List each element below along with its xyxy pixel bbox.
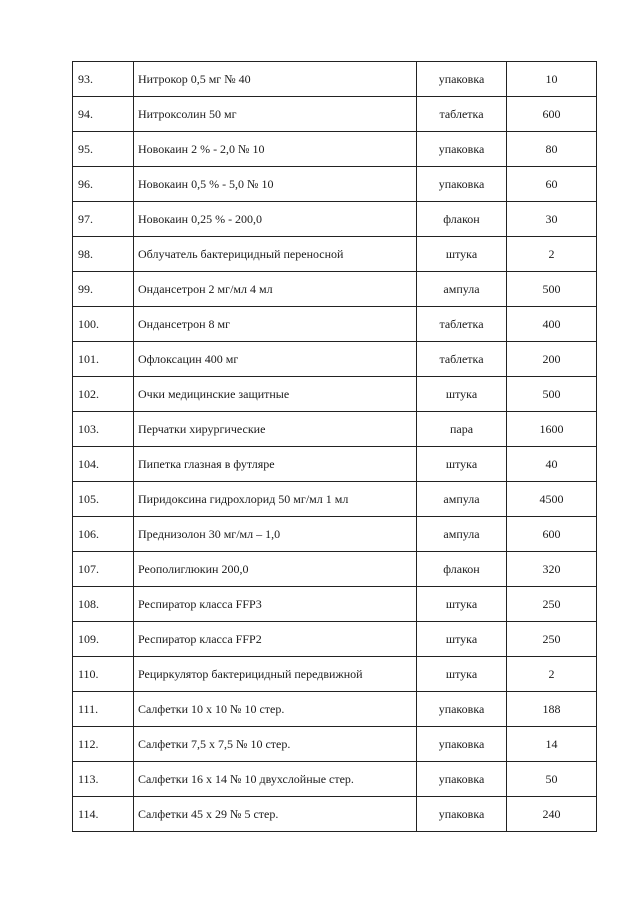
item-quantity: 600 — [507, 517, 597, 552]
item-quantity: 500 — [507, 272, 597, 307]
row-number: 113. — [73, 762, 134, 797]
item-name: Нитроксолин 50 мг — [134, 97, 417, 132]
item-unit: пара — [417, 412, 507, 447]
row-number: 95. — [73, 132, 134, 167]
table-row — [73, 797, 597, 832]
item-unit: штука — [417, 587, 507, 622]
row-number: 109. — [73, 622, 134, 657]
item-unit: таблетка — [417, 307, 507, 342]
table-row — [73, 727, 597, 762]
table-row — [73, 447, 597, 482]
item-unit: штука — [417, 657, 507, 692]
item-quantity: 40 — [507, 447, 597, 482]
item-name: Офлоксацин 400 мг — [134, 342, 417, 377]
item-quantity: 200 — [507, 342, 597, 377]
table-row — [73, 237, 597, 272]
item-name: Очки медицинские защитные — [134, 377, 417, 412]
table-row — [73, 692, 597, 727]
row-number: 108. — [73, 587, 134, 622]
row-number: 99. — [73, 272, 134, 307]
item-name: Новокаин 0,25 % - 200,0 — [134, 202, 417, 237]
items-table — [72, 61, 597, 832]
item-unit: таблетка — [417, 342, 507, 377]
item-quantity: 4500 — [507, 482, 597, 517]
row-number: 93. — [73, 62, 134, 97]
item-unit: штука — [417, 237, 507, 272]
item-quantity: 10 — [507, 62, 597, 97]
item-unit: ампула — [417, 482, 507, 517]
table-row — [73, 62, 597, 97]
row-number: 105. — [73, 482, 134, 517]
table-row — [73, 342, 597, 377]
table-row — [73, 552, 597, 587]
table-row — [73, 587, 597, 622]
row-number: 107. — [73, 552, 134, 587]
item-name: Перчатки хирургические — [134, 412, 417, 447]
row-number: 100. — [73, 307, 134, 342]
item-name: Нитрокор 0,5 мг № 40 — [134, 62, 417, 97]
item-name: Ондансетрон 2 мг/мл 4 мл — [134, 272, 417, 307]
item-unit: упаковка — [417, 132, 507, 167]
item-quantity: 250 — [507, 622, 597, 657]
item-unit: упаковка — [417, 692, 507, 727]
row-number: 111. — [73, 692, 134, 727]
table-row — [73, 97, 597, 132]
item-quantity: 50 — [507, 762, 597, 797]
table-row — [73, 482, 597, 517]
item-quantity: 2 — [507, 237, 597, 272]
item-name: Рециркулятор бактерицидный передвижной — [134, 657, 417, 692]
item-quantity: 250 — [507, 587, 597, 622]
item-quantity: 400 — [507, 307, 597, 342]
table-row — [73, 412, 597, 447]
row-number: 96. — [73, 167, 134, 202]
table-row — [73, 657, 597, 692]
item-quantity: 188 — [507, 692, 597, 727]
row-number: 103. — [73, 412, 134, 447]
item-quantity: 320 — [507, 552, 597, 587]
table-row — [73, 307, 597, 342]
item-quantity: 600 — [507, 97, 597, 132]
table-row — [73, 377, 597, 412]
item-name: Салфетки 16 х 14 № 10 двухслойные стер. — [134, 762, 417, 797]
row-number: 112. — [73, 727, 134, 762]
item-unit: флакон — [417, 552, 507, 587]
row-number: 101. — [73, 342, 134, 377]
table-row — [73, 517, 597, 552]
row-number: 114. — [73, 797, 134, 832]
item-quantity: 2 — [507, 657, 597, 692]
item-unit: упаковка — [417, 727, 507, 762]
table-row — [73, 202, 597, 237]
item-unit: таблетка — [417, 97, 507, 132]
item-quantity: 80 — [507, 132, 597, 167]
table-row — [73, 762, 597, 797]
table-row — [73, 167, 597, 202]
item-quantity: 1600 — [507, 412, 597, 447]
item-unit: ампула — [417, 517, 507, 552]
row-number: 104. — [73, 447, 134, 482]
item-quantity: 30 — [507, 202, 597, 237]
item-unit: штука — [417, 447, 507, 482]
item-quantity: 14 — [507, 727, 597, 762]
item-name: Преднизолон 30 мг/мл – 1,0 — [134, 517, 417, 552]
item-name: Салфетки 45 х 29 № 5 стер. — [134, 797, 417, 832]
item-name: Новокаин 2 % - 2,0 № 10 — [134, 132, 417, 167]
item-name: Респиратор класса FFP2 — [134, 622, 417, 657]
item-unit: упаковка — [417, 62, 507, 97]
row-number: 94. — [73, 97, 134, 132]
row-number: 106. — [73, 517, 134, 552]
table-row — [73, 272, 597, 307]
item-name: Облучатель бактерицидный переносной — [134, 237, 417, 272]
row-number: 98. — [73, 237, 134, 272]
item-name: Новокаин 0,5 % - 5,0 № 10 — [134, 167, 417, 202]
item-unit: флакон — [417, 202, 507, 237]
item-quantity: 240 — [507, 797, 597, 832]
item-quantity: 500 — [507, 377, 597, 412]
item-name: Пиридоксина гидрохлорид 50 мг/мл 1 мл — [134, 482, 417, 517]
item-name: Пипетка глазная в футляре — [134, 447, 417, 482]
item-unit: упаковка — [417, 762, 507, 797]
item-name: Респиратор класса FFP3 — [134, 587, 417, 622]
row-number: 102. — [73, 377, 134, 412]
item-name: Ондансетрон 8 мг — [134, 307, 417, 342]
item-unit: штука — [417, 377, 507, 412]
row-number: 110. — [73, 657, 134, 692]
item-name: Салфетки 7,5 х 7,5 № 10 стер. — [134, 727, 417, 762]
item-name: Реополиглюкин 200,0 — [134, 552, 417, 587]
items-table-body — [73, 62, 597, 832]
item-name: Салфетки 10 х 10 № 10 стер. — [134, 692, 417, 727]
table-row — [73, 132, 597, 167]
row-number: 97. — [73, 202, 134, 237]
item-unit: ампула — [417, 272, 507, 307]
item-unit: упаковка — [417, 167, 507, 202]
item-quantity: 60 — [507, 167, 597, 202]
table-row — [73, 622, 597, 657]
item-unit: штука — [417, 622, 507, 657]
item-unit: упаковка — [417, 797, 507, 832]
